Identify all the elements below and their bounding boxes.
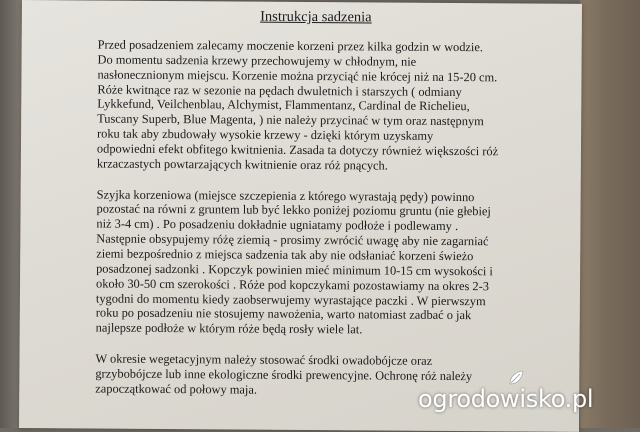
background-right: [580, 0, 640, 428]
text-line: krzaczastych powtarzających kwitnienie oraz róż pnących.: [96, 156, 388, 173]
text-line: Szyjka korzeniowa (miejsce szczepienia z którego wyrastają pędy) powinno: [96, 187, 475, 204]
text-line: ziemi bezpośrednio z miejsca sadzenia tak aby nie odsłaniać korzeni świeżo: [96, 246, 474, 264]
text-line: niż 3-4 cm) . Po posadzeniu dokładnie ugniatamy podłoże i podlewamy .: [96, 216, 459, 234]
text-line: Lykkefund, Veilchenblau, Alchymist, Flammentanz, Cardinal de Richelieu,: [97, 96, 470, 114]
text-line: Róże kwitnące raz w sezonie na pędach dwuletnich i starszych ( odmiany: [97, 82, 462, 99]
text-line: odpowiedni efekt obfitego kwitnienia. Zasada ta dotyczy również większości róż: [96, 141, 499, 159]
text-line: W okresie wegetacyjnym należy stosować środki owadobójcze oraz: [95, 351, 433, 368]
watermark-logo: ogrodowisko.pl: [418, 385, 594, 413]
text-line: pozostać na równi z gruntem lub być lekko poniżej poziomu gruntu (nie głebiej: [96, 201, 491, 219]
paragraph-2: [96, 187, 533, 338]
paper-sheet: [19, 0, 582, 432]
text-line: nasłonecznionym miejscu. Korzenie można przyciąć nie krócej niż na 15-20 cm.: [97, 67, 498, 85]
text-line: Przed posadzeniem zalecamy moczenie korzeni przez kilka godzin w wodzie.: [97, 37, 484, 55]
instruction-document: [95, 7, 534, 400]
text-line: roku po posadzeniu nie stosujemy nawożenia, warto natomiast zadbać o jak: [95, 305, 472, 323]
text-line: tygodni do momentu kiedy zaobserwujemy wyrastające paczki . W pierwszym: [95, 291, 486, 308]
text-line: roku tak aby zbudowały wysokie krzewy - dzięki którym uzyskamy: [97, 126, 434, 143]
text-line: około 30-50 cm szerokości . Róże pod kopczykami pozostawiamy na okres 2-3: [95, 276, 490, 293]
text-line: grzybobójcze lub inne ekologiczne środki prewencyjne. Ochronę róż należy: [95, 366, 473, 384]
document-title: Instrukcja sadzenia: [260, 8, 372, 26]
text-line: Do momentu sadzenia krzewy przechowujemy w chłodnym, nie: [97, 52, 417, 69]
text-line: posadzonej sadzonki . Kopczyk powinien mieć minimum 10-15 cm wysokości i: [96, 261, 493, 279]
text-line: Następnie obsypujemy różę ziemią - prosimy zwrócić uwagę aby nie zagarniać: [96, 231, 489, 249]
text-line: zapoczątkować od połowy maja.: [95, 381, 258, 397]
text-line: najlepsze podłoże w którym róże będą rosły wiele lat.: [95, 320, 363, 337]
text-line: Tuscany Superb, Blue Magenta, ) nie należy przycinać w tym oraz następnym: [97, 111, 484, 129]
paragraph-1: [97, 38, 534, 175]
